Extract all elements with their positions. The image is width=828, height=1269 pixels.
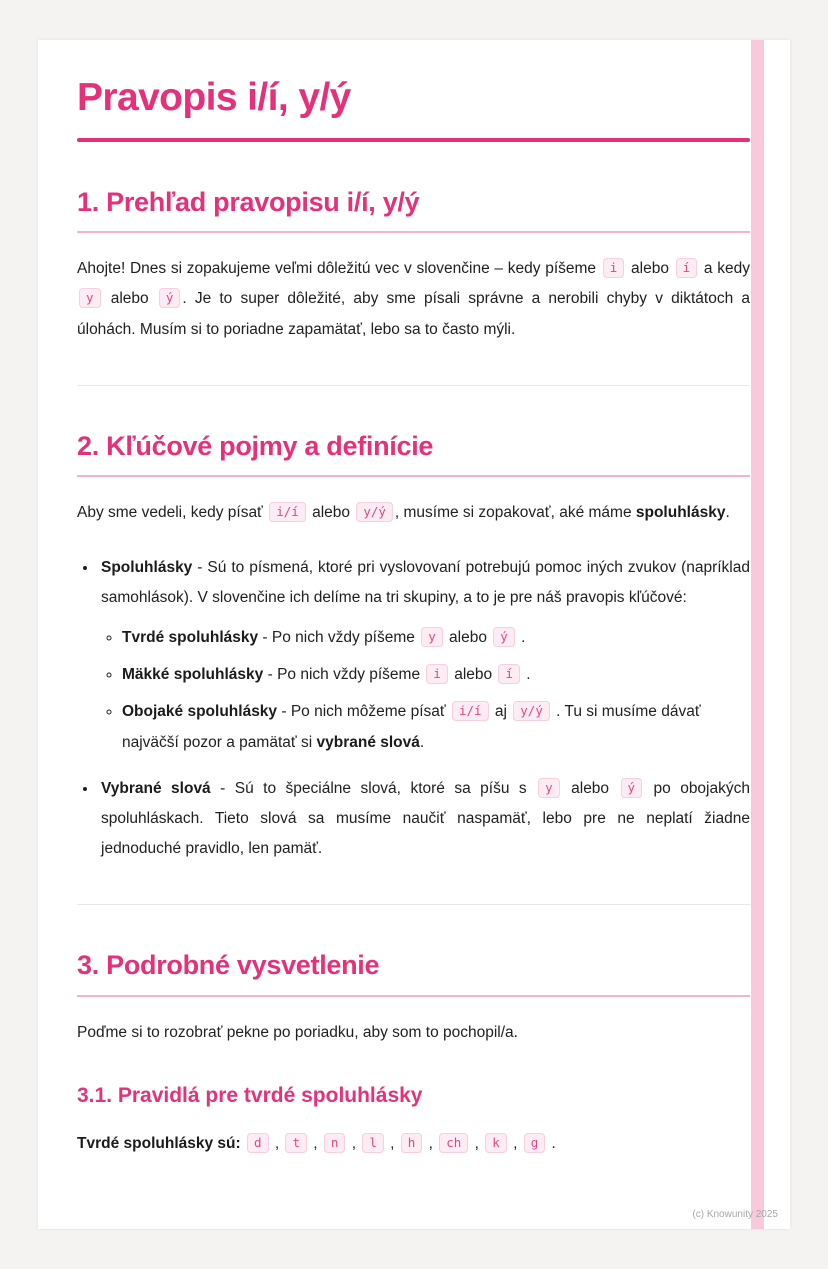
bold-text: spoluhlásky (635, 504, 726, 522)
bold-text: Spoluhlásky (101, 558, 193, 576)
text-run: - Po nich vždy píšeme (263, 666, 425, 684)
bold-text: Mäkké spoluhlásky (122, 666, 264, 684)
inline-code-token: y (79, 288, 101, 308)
section-2-heading: 2. Kľúčové pojmy a definície (77, 430, 434, 461)
document-title: Pravopis i/í, y/ý (77, 76, 351, 119)
section-2-intro-paragraph (77, 498, 750, 528)
inline-code-token: y/ý (513, 701, 550, 721)
text-run: , (270, 1135, 284, 1153)
text-run (241, 1135, 245, 1152)
text-run: , (470, 1135, 484, 1153)
text-run: - Po nich vždy píšeme (258, 628, 420, 646)
bold-text: Tvrdé spoluhlásky (122, 628, 259, 646)
inline-code-token: ý (493, 627, 515, 647)
text-run: alebo (102, 290, 157, 308)
list-item-tvrde-spoluhlasky (122, 623, 750, 653)
text-run: . Je to super dôležité, aby sme písali správne a nerobili chyby v diktátoch a úlohách. Musím si to poriadne zapamätať, lebo sa to často mýli. (77, 290, 750, 338)
text-run: , (308, 1135, 322, 1153)
text-run: - Po nich môžeme písať (277, 703, 450, 721)
text-run: alebo (307, 504, 355, 522)
section-divider (77, 904, 750, 905)
subsection-3-1-heading: 3.1. Pravidlá pre tvrdé spoluhlásky (77, 1084, 423, 1108)
list-item-spoluhlasky (98, 553, 750, 758)
text-run: , musíme si zopakovať, aké máme (394, 504, 636, 522)
text-run: . (547, 1135, 556, 1153)
inline-code-token: d (247, 1133, 269, 1153)
list-item-text (122, 666, 531, 683)
page-content (38, 40, 790, 1229)
inline-code-token: i/í (452, 701, 489, 721)
section-divider (77, 385, 750, 386)
inline-code-token: k (485, 1133, 507, 1153)
section-2-underline (77, 475, 750, 477)
text-run: aj (490, 703, 512, 721)
text-run: . Tu si musíme dávať najväčší pozor a pamätať si (122, 703, 701, 751)
inline-code-token: í (676, 258, 698, 278)
text-run: . (725, 504, 730, 522)
hard-consonants-line (77, 1129, 750, 1159)
text-run: , (424, 1135, 438, 1153)
text-run: alebo (561, 779, 619, 797)
inline-code-token: n (324, 1133, 346, 1153)
inline-code-token: i (426, 664, 448, 684)
inline-code-token: y/ý (356, 502, 393, 522)
text-run: , (347, 1135, 361, 1153)
section-3-heading: 3. Podrobné vysvetlenie (77, 950, 380, 981)
section-3-intro-paragraph: Poďme si to rozobrať pekne po poriadku, aby som to pochopil/a. (77, 1023, 518, 1041)
list-item-text (122, 629, 525, 646)
list-item-makke-spoluhlasky (122, 660, 750, 690)
consonant-types-list (122, 623, 750, 758)
inline-code-token: ch (439, 1133, 468, 1153)
text-run: - Sú to písmená, ktoré pri vyslovovaní potrebujú pomoc iných zvukov (napríklad samohlások). V slovenčine ich delíme na tri skupiny, a to je pre náš pravopis kľúčové: (101, 558, 750, 606)
bold-text: vybrané slová (316, 733, 420, 751)
list-item-text (101, 780, 750, 857)
text-run: alebo (449, 666, 497, 684)
text-run: Aby sme vedeli, kedy písať (77, 504, 268, 522)
bold-text: Obojaké spoluhlásky (122, 703, 278, 721)
inline-code-token: y (538, 778, 560, 798)
text-run: . (516, 628, 526, 646)
text-run: . (419, 733, 425, 751)
text-run: . (522, 666, 531, 684)
list-item-obojake-spoluhlasky (122, 697, 750, 757)
section-1-heading: 1. Prehľad pravopisu i/í, y/ý (77, 186, 420, 217)
inline-code-token: h (401, 1133, 423, 1153)
section-explanation (77, 949, 750, 1159)
inline-code-token: í (498, 664, 520, 684)
list-item-vybrane-slova (98, 774, 750, 865)
inline-code-token: ý (159, 288, 181, 308)
section-1-intro-paragraph (77, 254, 750, 345)
inline-code-token: y (421, 627, 443, 647)
text-run: , (508, 1135, 522, 1153)
text-run: alebo (444, 628, 492, 646)
text-run: Ahojte! Dnes si zopakujeme veľmi dôležitú vec v slovenčine – kedy píšeme (77, 260, 601, 278)
document-page (38, 40, 790, 1229)
text-run: alebo (626, 260, 674, 278)
inline-code-token: l (362, 1133, 384, 1153)
inline-code-token: g (524, 1133, 546, 1153)
text-run: - Sú to špeciálne slová, ktoré sa píšu s (210, 779, 537, 797)
bold-text: Tvrdé spoluhlásky sú: (77, 1135, 241, 1153)
inline-code-token: i (603, 258, 625, 278)
section-key-terms (77, 430, 750, 865)
section-overview (77, 186, 750, 345)
list-item-text (122, 703, 701, 750)
key-terms-list (98, 553, 750, 865)
inline-code-token: ý (621, 778, 643, 798)
title-underline (77, 138, 750, 142)
text-run: a kedy (699, 260, 750, 278)
copyright-note: (c) Knowunity 2025 (692, 1209, 778, 1221)
section-1-underline (77, 231, 750, 233)
bold-text: Vybrané slová (101, 779, 211, 797)
text-run: po obojakých spoluhláskach. Tieto slová sa musíme naučiť naspamäť, lebo pre ne neplatí žiadne jednoduché pravidlo, len pamäť. (101, 779, 750, 858)
list-item-text (101, 559, 750, 606)
text-run: , (385, 1135, 399, 1153)
inline-code-token: i/í (269, 502, 306, 522)
inline-code-token: t (285, 1133, 307, 1153)
section-3-underline (77, 995, 750, 997)
